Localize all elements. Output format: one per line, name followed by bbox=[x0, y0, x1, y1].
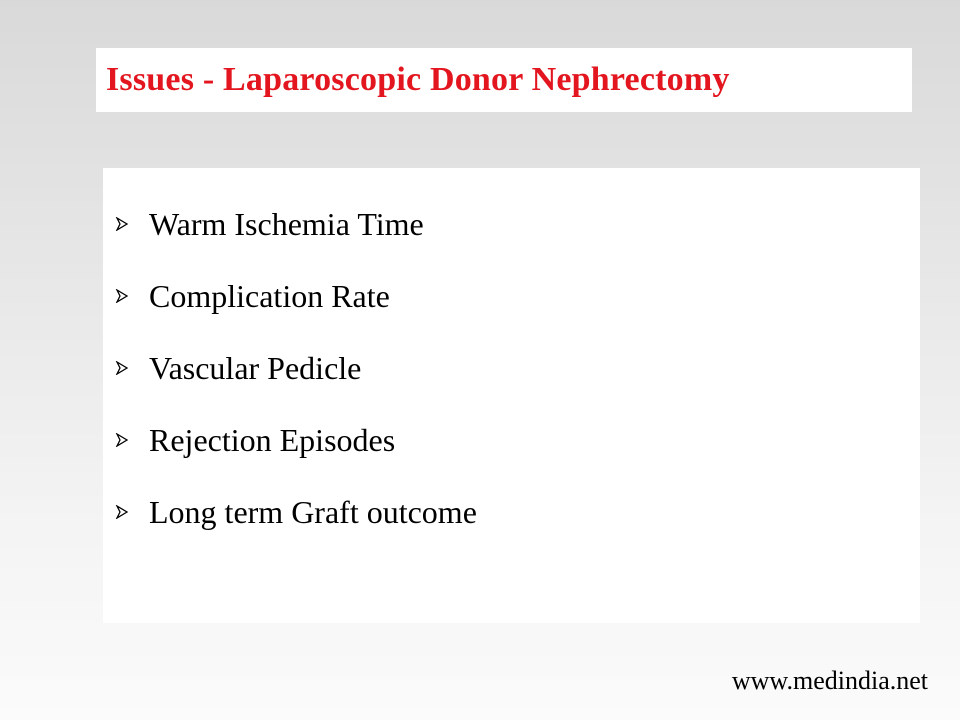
arrowhead-bullet-icon bbox=[115, 505, 149, 519]
bullet-label: Complication Rate bbox=[149, 277, 390, 314]
list-item bbox=[115, 332, 477, 404]
content-panel bbox=[103, 168, 920, 623]
bullet-label: Warm Ischemia Time bbox=[149, 205, 424, 242]
arrowhead-bullet-icon bbox=[115, 361, 149, 375]
bullet-label: Long term Graft outcome bbox=[149, 493, 477, 530]
arrowhead-bullet-icon bbox=[115, 217, 149, 231]
slide-title: Issues - Laparoscopic Donor Nephrectomy bbox=[106, 61, 730, 98]
arrowhead-bullet-icon bbox=[115, 289, 149, 303]
list-item bbox=[115, 476, 477, 548]
footer-url: www.medindia.net bbox=[731, 666, 928, 695]
arrowhead-bullet-icon bbox=[115, 433, 149, 447]
bullet-label: Rejection Episodes bbox=[149, 421, 396, 458]
list-item bbox=[115, 188, 477, 260]
bullet-label: Vascular Pedicle bbox=[149, 349, 362, 386]
list-item bbox=[115, 404, 477, 476]
list-item bbox=[115, 260, 477, 332]
title-banner bbox=[96, 48, 912, 112]
bullet-list bbox=[115, 188, 477, 548]
